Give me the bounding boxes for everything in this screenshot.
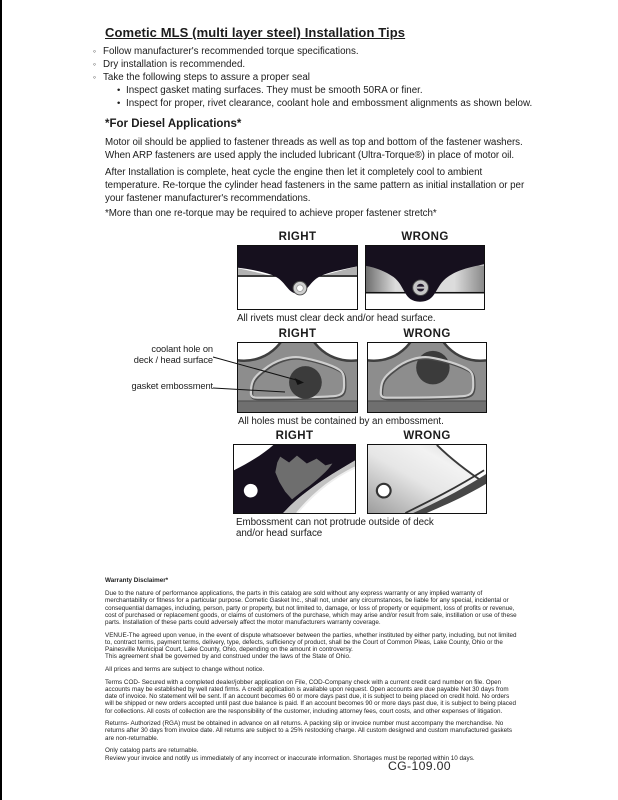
tip-text: Dry installation is recommended. [103, 59, 246, 70]
diesel-paragraph-3: *More than one re-torque may be required to achieve proper fastener stretch* [105, 208, 437, 219]
hole-wrong-graphic [368, 343, 486, 412]
tip-text: Inspect gasket mating surfaces. They must be smooth 50RA or finer. [126, 85, 423, 96]
emboss-right-graphic [234, 445, 355, 513]
bolt-hole [377, 484, 391, 498]
diagram-rivet-wrong [365, 245, 485, 310]
emboss-wrong-graphic [368, 445, 486, 513]
bullet-icon: ◦ [93, 72, 97, 82]
tip-text: Inspect for proper, rivet clearance, coolant hole and embossment alignments as shown below. [126, 98, 533, 109]
list-item [93, 71, 532, 84]
row3-right-label: RIGHT [275, 430, 314, 442]
tip-text: Take the following steps to assure a proper seal [103, 72, 310, 83]
bullet-icon: • [117, 85, 121, 96]
bullet-icon: ◦ [93, 46, 97, 56]
tips-list [93, 45, 532, 110]
row2-wrong-label: WRONG [403, 328, 451, 340]
gasket-embossment-label: gasket embossment [131, 381, 213, 391]
list-item [93, 58, 532, 71]
bolt-hole [244, 484, 258, 498]
rivet-right-graphic [238, 246, 357, 309]
diagram-hole-wrong [367, 342, 487, 413]
row2-right-label: RIGHT [278, 328, 317, 340]
rivet-wrong-graphic [366, 246, 484, 309]
diagram-rivet-right [237, 245, 358, 310]
bullet-icon: ◦ [93, 59, 97, 69]
legal-section [105, 577, 517, 762]
coolant-hole-label: coolant hole on deck / head surface [133, 344, 213, 365]
row3-caption: Embossment can not protrude outside of deck and/or head surface [236, 517, 434, 539]
list-item [117, 84, 532, 97]
arrowhead-icon [295, 378, 305, 385]
legal-heading: Warranty Disclaimer* [105, 577, 169, 584]
tip-text: Follow manufacturer's recommended torque specifications. [103, 46, 359, 57]
row1-right-label: RIGHT [278, 231, 317, 243]
returns-paragraph: Returns- Authorized (RGA) must be obtained in advance on all returns. A packing slip or invoice number must accompany the merchandise. No returns after 30 days from invoice date. All returns are subject to a 25% restocking charge. All custom designed and custom manufactured gaskets are non-returnable. [105, 720, 513, 742]
diesel-paragraph-1: Motor oil should be applied to fastener threads as well as top and bottom of the fastener washers. When ARP fasteners are used apply the included lubricant (Ultra-Torque®) in place of motor oil. [105, 137, 523, 162]
diesel-heading: *For Diesel Applications* [105, 118, 242, 130]
page-code: CG-109.00 [388, 759, 451, 773]
bullet-icon: • [117, 98, 121, 109]
diagram-emboss-wrong [367, 444, 487, 514]
list-item [117, 97, 532, 110]
page-title: Cometic MLS (multi layer steel) Installation Tips [105, 25, 406, 40]
catalog-paragraph: Only catalog parts are returnable. [105, 747, 199, 755]
row2-caption: All holes must be contained by an embossment. [238, 416, 444, 427]
prices-paragraph: All prices and terms are subject to change without notice. [105, 666, 265, 674]
row1-wrong-label: WRONG [401, 231, 449, 243]
coolant-hole [416, 351, 449, 385]
page-edge-line [0, 0, 2, 800]
list-item [93, 45, 532, 58]
review-paragraph: Review your invoice and notify us immediately of any incorrect or inaccurate information. Shortages must be reported within 10 days. [105, 754, 475, 762]
diagram-emboss-right [233, 444, 356, 514]
row3-wrong-label: WRONG [403, 430, 451, 442]
terms-paragraph: Terms COD- Secured with a completed dealer/jobber application on File, COD-Company check with a current credit card number on file. Open accounts may be established by well rated firms. A credit application is available upon request. Open accounts are due payable Net 30 days from date of invoice. No statement will be sent. If an account becomes 60 or more days past due, it is subject to being placed on credit hold. No orders will be shipped or new orders accepted until past due balance is paid. If an account becomes 90 or more days past due, it is subject to being placed for collections. All costs of collection are the responsibility of the customer, including attorney fees, court costs, and other expenses of litigation. [105, 678, 516, 715]
venue-paragraph-2: This agreement shall be governed by and construed under the laws of the State of Ohio. [105, 653, 351, 661]
warranty-paragraph: Due to the nature of performance applications, the parts in this catalog are sold without any express warranty or any implied warranty of merchantability or fitness for a particular purpose. Cometic Gasket Inc., shall not, under any circumstances, be liable for any special, incidental or consequential damages, including, person, party or property, but not limited to, damage, or loss of property or equipment, loss of profits or revenue, cost of purchased or replacement goods, or claims of customers of the purchase, which may arise and/or result from sale, instillation or use of these parts. Installation of these parts could adversely affect the motor manufacturers warranty coverage. [105, 590, 517, 627]
venue-paragraph: VENUE-The agreed upon venue, in the event of dispute whatsoever between the parties, whether instituted by either party, including, but not limited to, contract terms, payment terms, delivery, type, defects, sufficiency of product, shall be the Court of Common Pleas, Lake County, Ohio or the Painesville Municipal Court, Lake County, Ohio, depending on the amount in controversy. [105, 631, 517, 654]
leader-lines [118, 340, 318, 420]
row1-caption: All rivets must clear deck and/or head surface. [237, 313, 436, 324]
diesel-paragraph-2: After Installation is complete, heat cycle the engine then let it completely cool to ambient temperature. Re-torque the cylinder head fasteners in the same pattern as initial installation or per your fastener manufacturer's recommendations. [105, 167, 525, 205]
